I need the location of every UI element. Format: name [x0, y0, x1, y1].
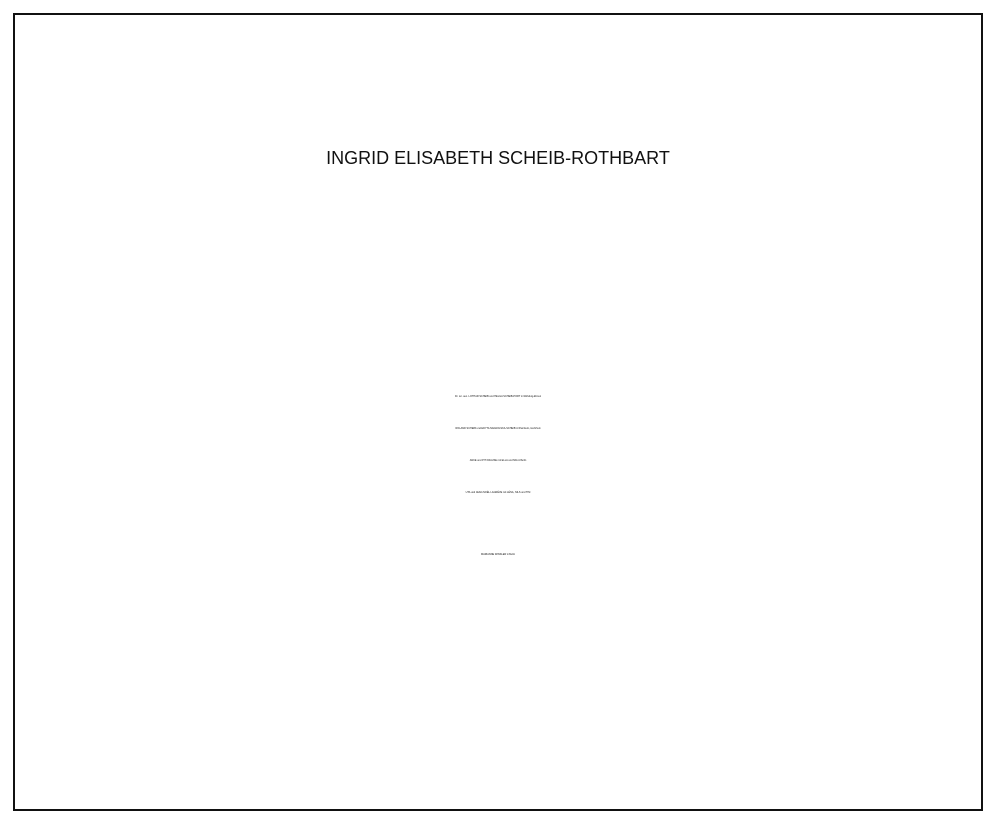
mourner-line	[15, 396, 981, 399]
deceased-name: INGRID ELISABETH SCHEIB-ROTHBART	[326, 148, 670, 168]
mourner-names: MARIANNE WINKLER	[480, 553, 507, 556]
mourner-location: in Berlin	[506, 554, 515, 556]
mourner-line	[15, 492, 981, 495]
mourner-line	[15, 554, 981, 557]
mourner-names: Dr. rer. oec. LOTHAR SCHEIB und HELGA SCHEIB-PORT	[454, 395, 521, 398]
mourner-location: in Berlin	[518, 460, 527, 462]
mourner-names: ANKE und PIT KRAUSE mit ELLA und MIA	[469, 459, 518, 462]
mourner-names: ROLAND SCHEIB und EDYTA NADAOLSKA-SCHEIB	[455, 427, 516, 430]
mourner-line	[15, 428, 981, 431]
mourner-line	[15, 460, 981, 463]
obituary-notice	[13, 13, 983, 811]
mourner-location: in Wolfsburg-Ehmen	[521, 396, 542, 398]
mourner-location: in Rheinheim, Hochrhein	[516, 428, 541, 430]
mourner-names: UTA und JEAN-NOËL LAGRÈVE mit LÉNA, NILS und TIM	[465, 491, 531, 494]
